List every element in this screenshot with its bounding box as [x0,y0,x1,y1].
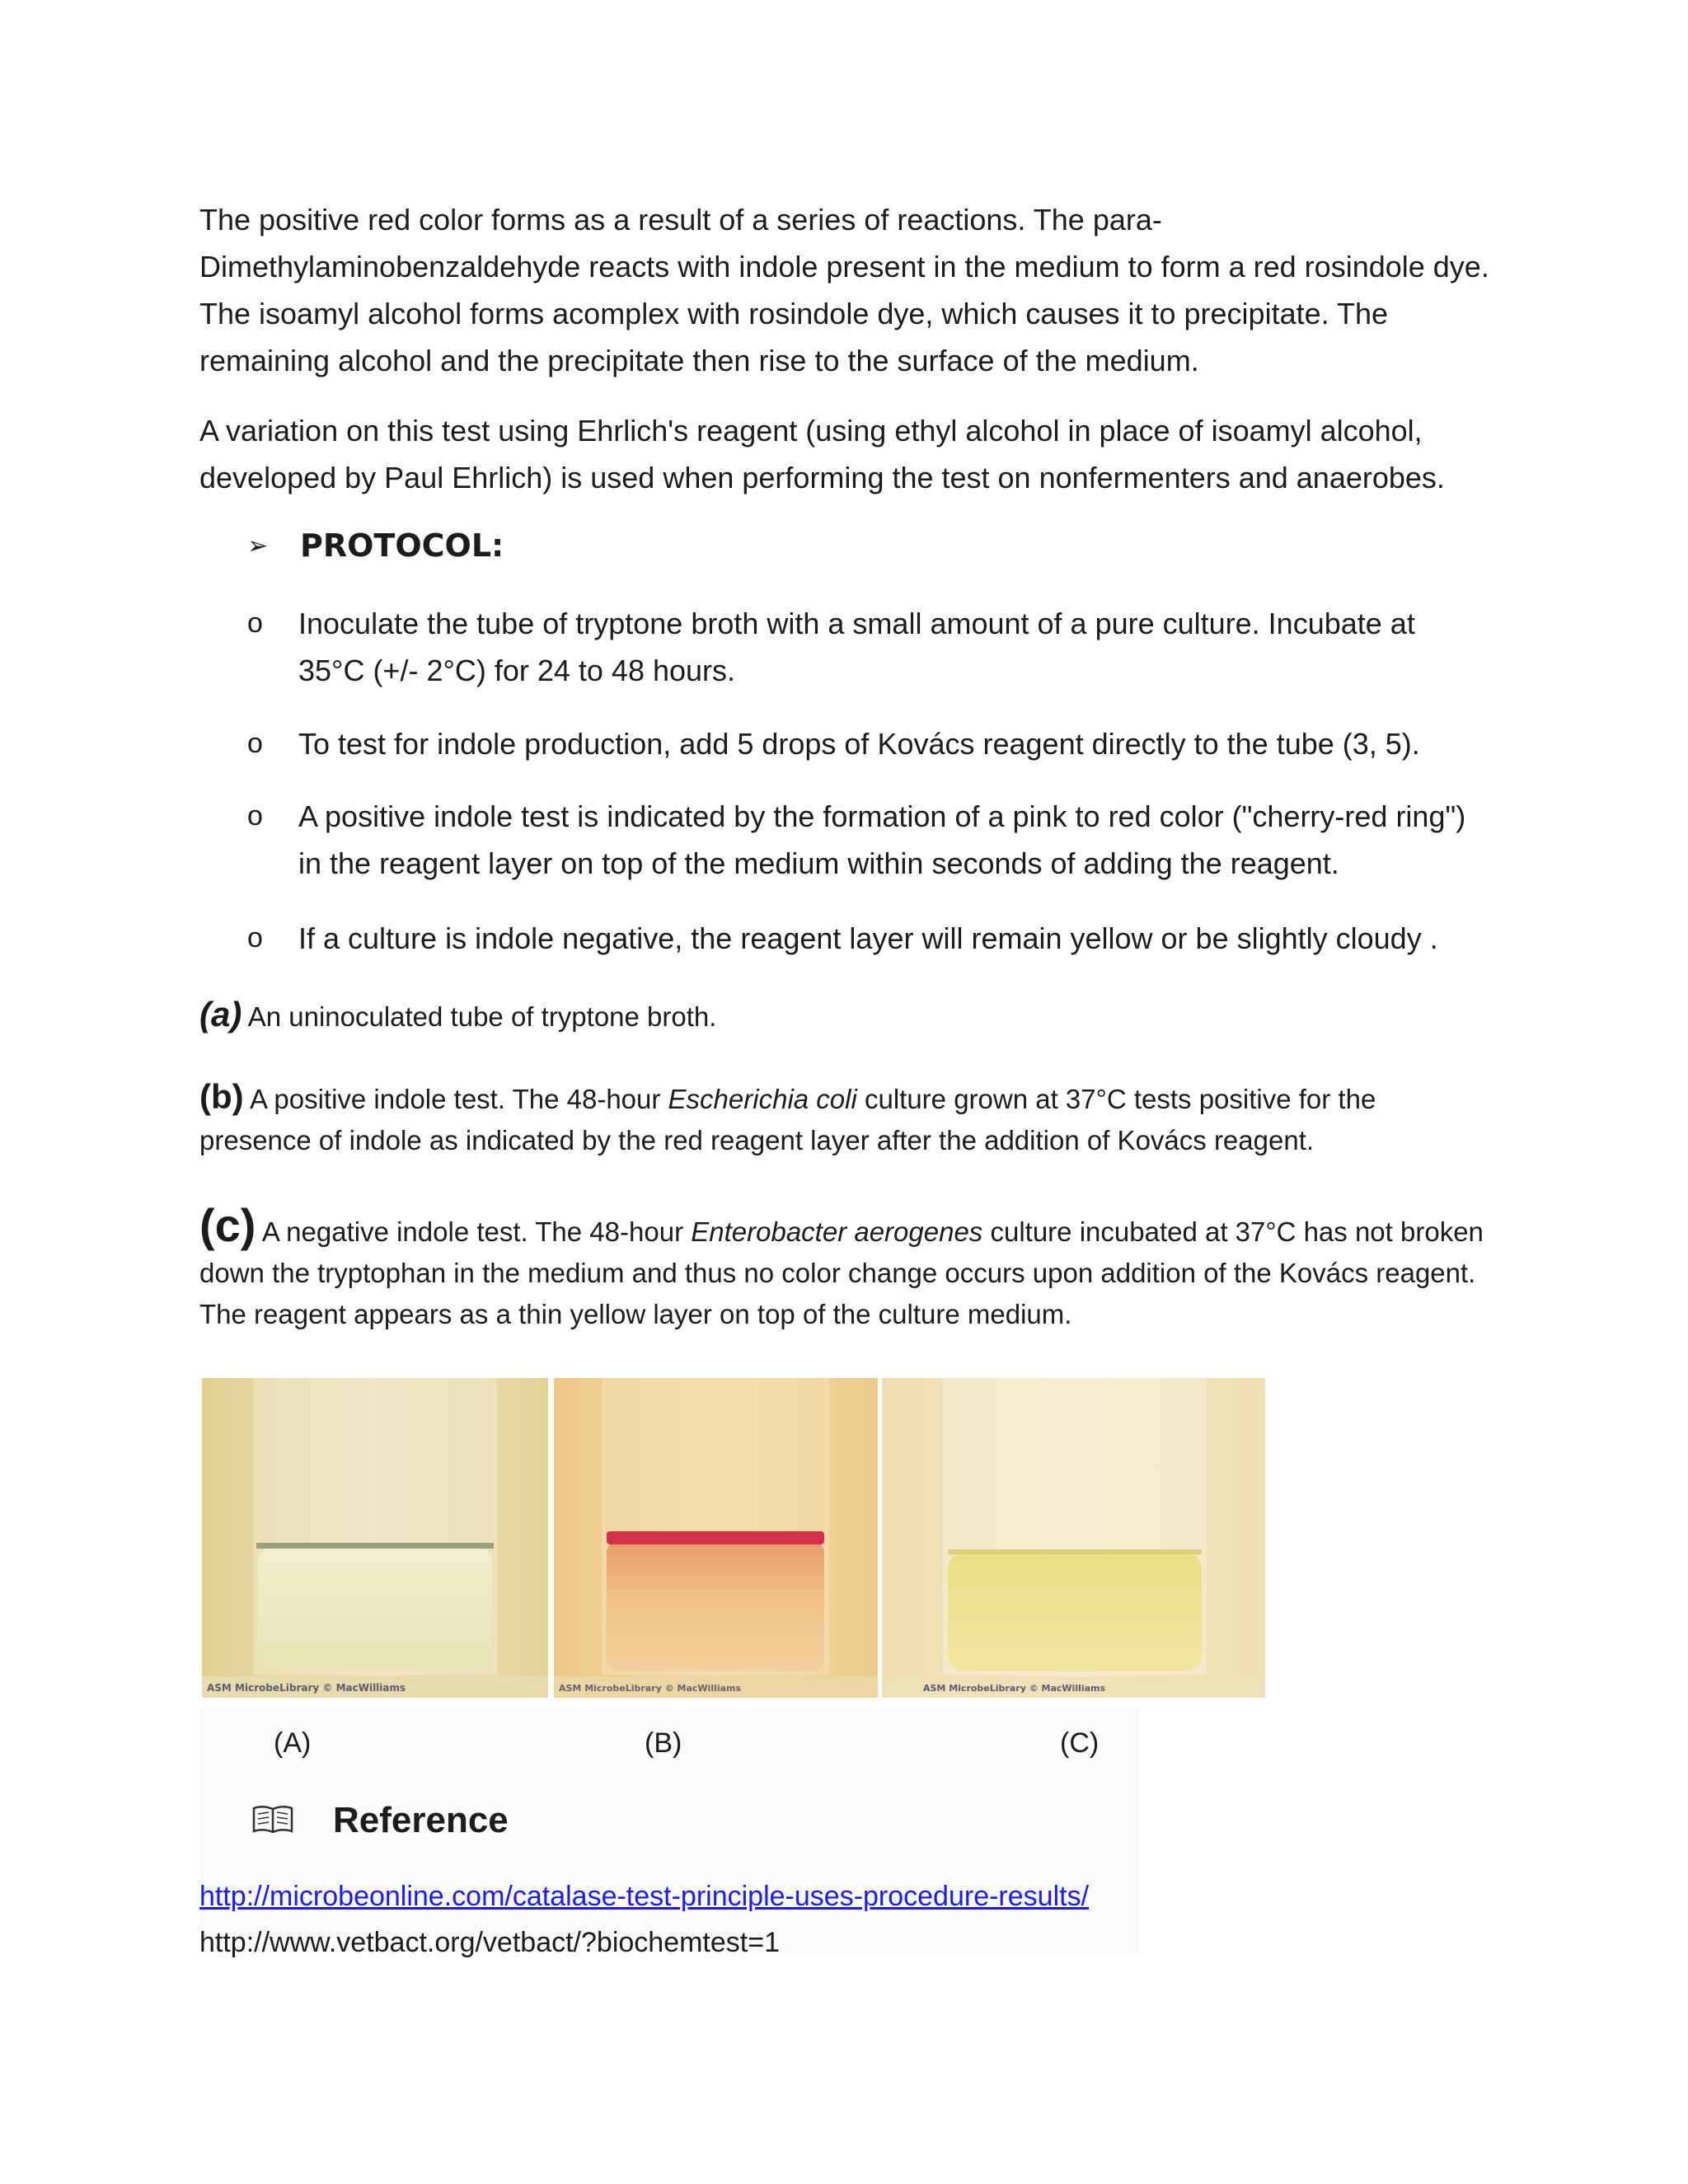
protocol-item [247,915,1484,962]
caption-b-organism: Escherichia coli [668,1084,857,1114]
caption-b-post: culture grown at 37°C tests positive for the presence of indole as indicated by the red reagent layer after the addition of Kovács reagent. [199,1084,1376,1155]
circle-bullet-icon: o [247,607,263,639]
variation-paragraph: A variation on this test using Ehrlich's reagent (using ethyl alcohol in place of isoamyl alcohol, developed by Paul Ehrlich) is used when performing the test on nonfermenters and anaerobes. [199,414,1445,494]
protocol-item-text: A positive indole test is indicated by the formation of a pink to red color ("cherry-red ring") in the reagent layer on top of the medium within seconds of adding the reagent. [298,799,1466,880]
photo-label-a: (A) [274,1727,312,1759]
circle-bullet-icon: o [247,728,263,759]
protocol-heading-text: PROTOCOL: [300,527,504,564]
photo-negative-tube [882,1378,1265,1698]
protocol-item-text: Inoculate the tube of tryptone broth with a small amount of a pure culture. Incubate at 35°C (+/- 2°C) for 24 to 48 hours. [298,607,1415,687]
caption-c-post: culture incubated at 37°C has not broken down the tryptophan in the medium and thus no color change occurs upon addition of the Kovács reagent. The reagent appears as a thin yellow layer on top of the culture medium. [199,1216,1484,1329]
photo-uninoculated-tube [202,1378,548,1698]
reference-heading: Reference [333,1800,509,1840]
photo-b-credit: ASM MicrobeLibrary © MacWilliams [559,1683,742,1694]
protocol-heading [247,527,504,564]
arrow-bullet-icon: ➢ [247,531,269,560]
photo-label-c: (C) [1060,1727,1100,1759]
circle-bullet-icon: o [247,800,263,832]
protocol-item [247,600,1484,694]
protocol-item [247,720,1484,767]
photo-label-b: (B) [645,1727,682,1759]
caption-a [199,994,1485,1038]
caption-c [199,1199,1485,1335]
photo-a-credit: ASM MicrobeLibrary © MacWilliams [207,1682,406,1694]
caption-c-pre: A negative indole test. The 48-hour [261,1216,692,1247]
caption-a-text: An uninoculated tube of tryptone broth. [247,1001,717,1032]
reference-link-microbeonline[interactable]: http://microbeonline.com/catalase-test-principle-uses-procedure-results/ [199,1881,1090,1912]
protocol-item-text: To test for indole production, add 5 drops of Kovács reagent directly to the tube (3, 5). [298,727,1420,761]
protocol-item [247,793,1484,887]
book-icon [251,1803,294,1840]
photo-c-credit: ASM MicrobeLibrary © MacWilliams [923,1683,1106,1694]
intro-paragraph: The positive red color forms as a result of a series of reactions. The para-Dimethylaminobenzaldehyde reacts with indole present in the medium to form a red rosindole dye. The isoamyl alcohol forms acomplex with rosindole dye, which causes it to precipitate. The remaining alcohol and the precipitate then rise to the surface of the medium. [199,203,1489,377]
caption-c-organism: Enterobacter aerogenes [691,1216,983,1247]
caption-a-label: (a) [199,995,242,1033]
circle-bullet-icon: o [247,922,263,954]
protocol-item-text: If a culture is indole negative, the reagent layer will remain yellow or be slightly cloudy . [298,921,1438,955]
caption-c-label: (c) [199,1199,256,1251]
caption-b [199,1076,1485,1161]
caption-b-label: (b) [199,1077,244,1116]
reference-link-vetbact: http://www.vetbact.org/vetbact/?biochemtest=1 [199,1927,780,1958]
caption-b-pre: A positive indole test. The 48-hour [250,1084,668,1114]
photo-positive-tube [554,1378,878,1698]
